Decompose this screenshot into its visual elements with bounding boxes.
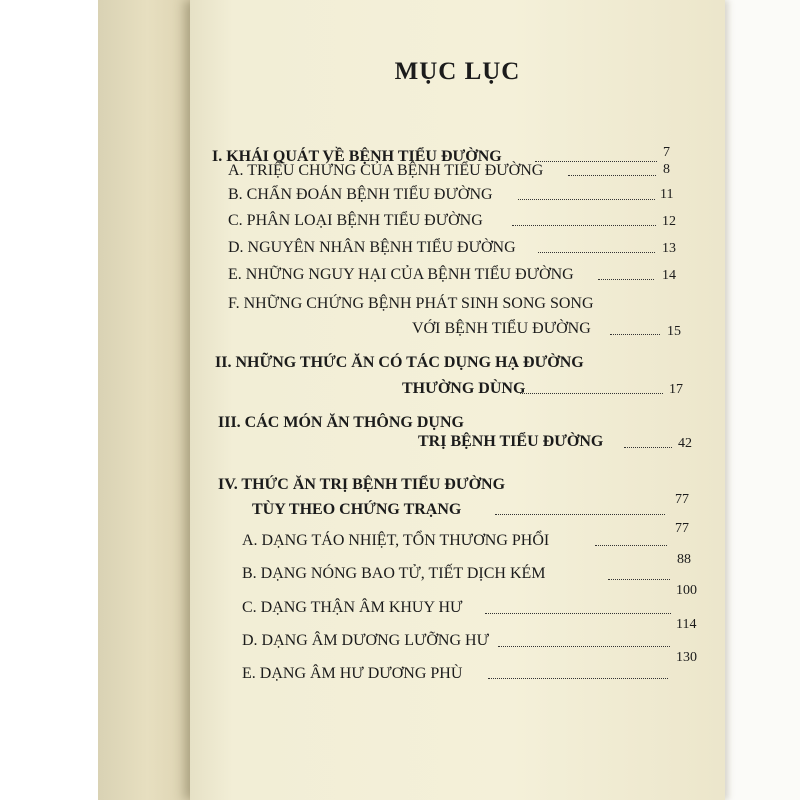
- toc-subsection-label: C. PHÂN LOẠI BỆNH TIỂU ĐƯỜNG: [228, 212, 483, 229]
- toc-section-label: IV. THỨC ĂN TRỊ BỆNH TIỂU ĐƯỜNG: [218, 476, 506, 493]
- toc-subsection-continuation: VỚI BỆNH TIỂU ĐƯỜNG: [412, 320, 591, 337]
- background-margin-right: [725, 0, 800, 800]
- toc-subsection-label: A. TRIỆU CHỨNG CỦA BỆNH TIỂU ĐƯỜNG: [228, 162, 544, 179]
- toc-page-number: 13: [662, 241, 676, 256]
- toc-section-label: III. CÁC MÓN ĂN THÔNG DỤNG: [218, 414, 464, 431]
- page-title: MỤC LỤC: [394, 58, 521, 85]
- dot-leader: [608, 579, 670, 580]
- toc-section-label: I. KHÁI QUÁT VỀ BỆNH TIỂU ĐƯỜNG: [212, 148, 502, 165]
- dot-leader: [624, 447, 672, 448]
- dot-leader: [610, 334, 660, 335]
- toc-page-number: 130: [676, 650, 697, 665]
- toc-subsection-label: E. DẠNG ÂM HƯ DƯƠNG PHÙ: [242, 665, 463, 682]
- dot-leader: [535, 161, 657, 162]
- toc-section-continuation: TRỊ BỆNH TIỂU ĐƯỜNG: [418, 433, 604, 450]
- dot-leader: [568, 175, 656, 176]
- dot-leader: [598, 279, 654, 280]
- toc-page-number: 42: [678, 436, 692, 451]
- toc-subsection-label: F. NHỮNG CHỨNG BỆNH PHÁT SINH SONG SONG: [228, 295, 594, 312]
- toc-subsection-label: D. NGUYÊN NHÂN BỆNH TIỂU ĐƯỜNG: [228, 239, 516, 256]
- dot-leader: [520, 393, 663, 394]
- toc-page-number: 17: [669, 382, 683, 397]
- toc-page-number: 88: [677, 552, 691, 567]
- toc-subsection-label: B. CHẨN ĐOÁN BỆNH TIỂU ĐƯỜNG: [228, 186, 493, 203]
- toc-page-number: 15: [667, 324, 681, 339]
- dot-leader: [498, 646, 670, 647]
- book-page: [190, 0, 725, 800]
- toc-section-label: II. NHỮNG THỨC ĂN CÓ TÁC DỤNG HẠ ĐƯỜNG: [215, 354, 584, 371]
- dot-leader: [485, 613, 671, 614]
- toc-page-number: 114: [676, 617, 697, 632]
- background-margin: [0, 0, 100, 800]
- toc-page-number: 77: [675, 521, 689, 536]
- toc-page-number: 14: [662, 268, 676, 283]
- toc-subsection-label: A. DẠNG TÁO NHIỆT, TỔN THƯƠNG PHỔI: [242, 532, 550, 549]
- toc-subsection-label: B. DẠNG NÓNG BAO TỬ, TIẾT DỊCH KÉM: [242, 565, 546, 582]
- toc-section-continuation: THƯỜNG DÙNG: [402, 380, 526, 397]
- dot-leader: [518, 199, 655, 200]
- toc-section-continuation: TÙY THEO CHỨNG TRẠNG: [252, 501, 462, 518]
- toc-subsection-label: D. DẠNG ÂM DƯƠNG LƯỠNG HƯ: [242, 632, 490, 649]
- toc-page-number: 100: [676, 583, 697, 598]
- toc-page-number: 8: [663, 162, 670, 177]
- toc-page-number: 11: [660, 187, 674, 202]
- toc-subsection-label: C. DẠNG THẬN ÂM KHUY HƯ: [242, 599, 463, 616]
- dot-leader: [495, 514, 665, 515]
- toc-page-number: 12: [662, 214, 676, 229]
- toc-subsection-label: E. NHỮNG NGUY HẠI CỦA BỆNH TIỂU ĐƯỜNG: [228, 266, 574, 283]
- toc-page-number: 77: [675, 492, 689, 507]
- dot-leader: [595, 545, 667, 546]
- dot-leader: [538, 252, 655, 253]
- dot-leader: [488, 678, 668, 679]
- dot-leader: [512, 225, 656, 226]
- toc-page-number: 7: [663, 145, 670, 160]
